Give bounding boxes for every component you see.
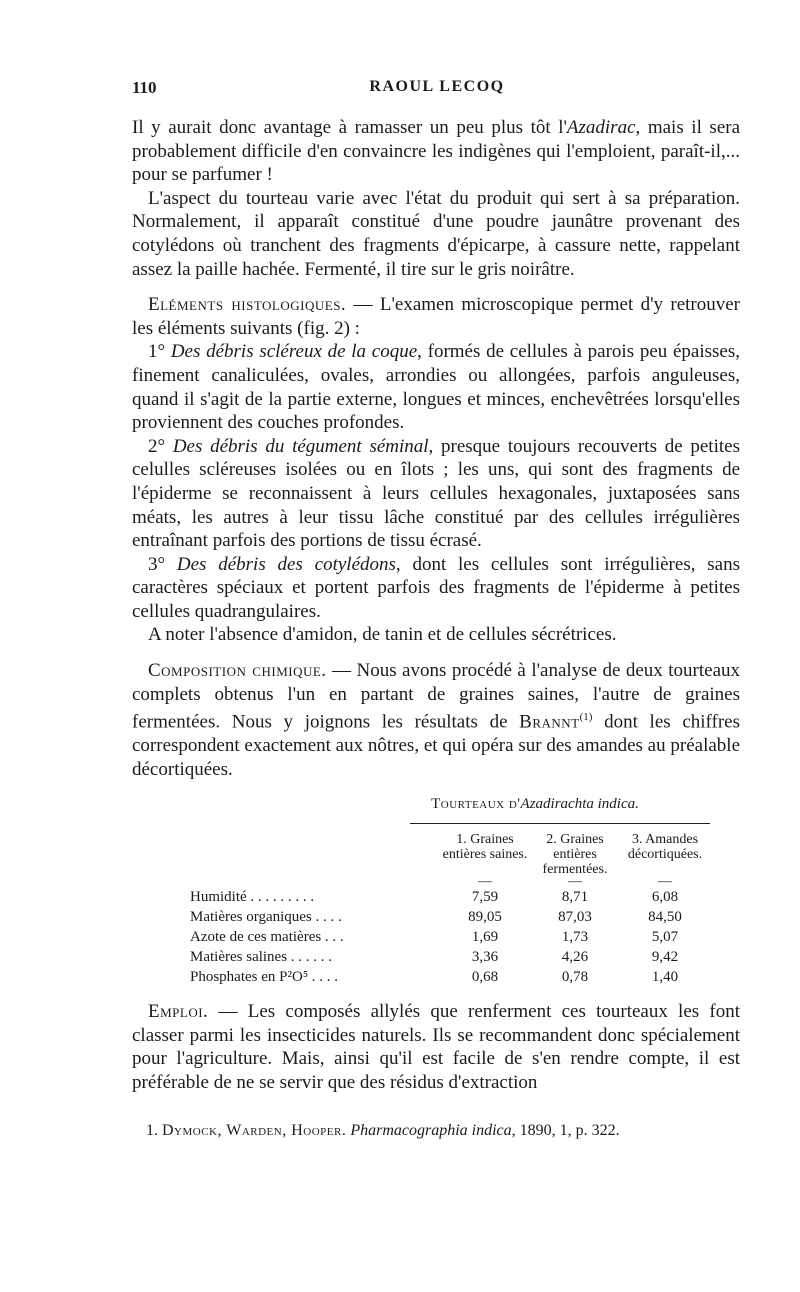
header-empty xyxy=(190,830,440,877)
cell-value: 3,36 xyxy=(471,949,499,965)
dash-mark: — xyxy=(568,874,582,889)
dash-mark: — xyxy=(478,874,492,889)
caption-text: Tourteaux d' xyxy=(431,796,521,812)
row-label: Phosphates en P²O⁵ . . . . xyxy=(190,969,339,985)
dash-empty xyxy=(190,877,440,887)
cell-value: 89,05 xyxy=(468,909,502,925)
cell-value: 87,03 xyxy=(558,909,592,925)
table-row xyxy=(190,927,710,947)
cell-value: 1,40 xyxy=(651,969,679,985)
analysis-table xyxy=(190,796,710,987)
column-header: 2. Graines entières fermentées. xyxy=(542,832,608,877)
caption-species: Azadirachta indica. xyxy=(520,796,639,812)
table-header-row xyxy=(190,830,710,877)
row-label: Azote de ces matières . . . xyxy=(190,929,344,945)
text-span: , formés de cellules à parois peu épaisses, finement canaliculées, ovales, arrondies ou allongées, parfois anguleuses, quand il s'agit de la partie externe, longues et minces, enchevêtrées lorsqu'elles proviennent des couches profondes. xyxy=(132,341,740,434)
italic-term: Azadirac xyxy=(566,117,636,138)
page-number: 110 xyxy=(132,78,157,97)
main-text xyxy=(132,116,740,781)
cell-value: 1,69 xyxy=(471,929,499,945)
row-label: Matières salines . . . . . . xyxy=(190,949,333,965)
italic-term: Des débris des cotylédons xyxy=(176,553,396,575)
text-span: , dont les cellules sont irrégulières, sans caractères spéciaux et portent parfois des fragments de l'épiderme à petites cellules quadrangulaires. xyxy=(132,553,740,622)
text-span: — Nous avons procédé à l'analyse de deux tourteaux complets obtenus l'un en partant de graines saines, l'autre de graines fermentées. Nous y joignons les résultats de xyxy=(132,660,741,733)
column-header: 3. Amandes décortiquées. xyxy=(627,832,703,862)
paragraph-emploi xyxy=(132,1000,740,1094)
cell-value: 0,78 xyxy=(561,969,589,985)
paragraph-histology xyxy=(132,293,740,340)
footnote-authors: Dymock, Warden, Hooper. xyxy=(162,1122,347,1139)
footnote-ref: (1) xyxy=(579,711,593,724)
item-number: 3° xyxy=(148,553,177,575)
running-head: RAOUL LECOQ xyxy=(369,78,505,95)
cell-value: 6,08 xyxy=(651,889,679,905)
item-number: 2° xyxy=(148,435,173,457)
footnote-title: Pharmacographia indica xyxy=(346,1122,512,1139)
text-span: Il y aurait donc avantage à ramasser un peu plus tôt l' xyxy=(132,117,567,138)
footnote-number: 1. xyxy=(146,1122,162,1139)
cell-value: 7,59 xyxy=(471,889,499,905)
section-heading: Composition chimique. xyxy=(148,660,327,682)
paragraph-composition xyxy=(132,659,740,781)
cell-value: 4,26 xyxy=(561,949,589,965)
table-row xyxy=(190,887,710,907)
author-name: Brannt xyxy=(519,711,580,733)
table-row xyxy=(190,907,710,927)
column-header: 1. Graines entières saines. xyxy=(442,832,528,862)
paragraph: A noter l'absence d'amidon, de tanin et de cellules sécrétrices. xyxy=(148,624,617,646)
table-row xyxy=(190,967,710,987)
item-number: 1° xyxy=(148,341,171,363)
row-label: Humidité . . . . . . . . . xyxy=(190,889,315,905)
dash-row xyxy=(190,877,710,887)
text-span: , presque toujours recouverts de petites celulles scléreuses isolées ou en îlots ; les uns, qui sont des fragments de l'épiderme se reconnaissent à leurs cellules hexagonales, juxtaposées sans méats, les autres à leur tissu lâche constitué par des cellules irrégulières entraînant parfois des portions de tissu écrasé. xyxy=(132,435,740,552)
text-span: — L'examen microscopique permet d'y retrouver les éléments suivants (fig. 2) : xyxy=(132,294,741,339)
text-span: dont les chiffres correspondent exactement aux nôtres, et qui opéra sur des amandes au préalable décortiquées. xyxy=(132,711,741,780)
section-heading: Emploi. xyxy=(148,1001,209,1022)
list-item xyxy=(132,435,740,553)
cell-value: 5,07 xyxy=(651,929,679,945)
paragraph: L'aspect du tourteau varie avec l'état du produit qui sert à sa préparation. Normalement, il apparaît constitué d'une poudre jaunâtre provenant des cotylédons où tranchent des fragments d'épicarpe, à cassure nette, rappelant assez la paille hachée. Fermenté, il tire sur le gris noirâtre. xyxy=(132,187,740,280)
emploi-section xyxy=(132,1000,740,1094)
list-item xyxy=(132,340,740,434)
cell-value: 9,42 xyxy=(651,949,679,965)
page-header xyxy=(132,78,742,102)
cell-value: 8,71 xyxy=(561,889,589,905)
text-span: , mais il sera probablement difficile d'en convaincre les indigènes qui l'emploient, paraît-il,... pour se parfumer ! xyxy=(132,117,741,186)
footnote-details: , 1890, 1, p. 322. xyxy=(511,1122,620,1139)
cell-value: 84,50 xyxy=(648,909,682,925)
cell-value: 1,73 xyxy=(561,929,589,945)
text-span: — Les composés allylés que renferment ces tourteaux les font classer parmi les insecticides naturels. Ils se recommandent donc spécialement pour l'agriculture. Mais, ainsi qu'il est facile de s'en rendre compte, il est préférable de ne se servir que des résidus d'extraction xyxy=(132,1001,740,1093)
section-heading: Eléments histologiques. xyxy=(148,294,347,316)
table-rule xyxy=(410,823,710,824)
row-label: Matières organiques . . . . xyxy=(190,909,342,925)
italic-term: Des débris scléreux de la coque xyxy=(170,341,418,363)
data-table xyxy=(190,830,710,987)
italic-term: Des débris du tégument séminal xyxy=(172,435,429,457)
table-row xyxy=(190,947,710,967)
dash-mark: — xyxy=(658,874,672,889)
cell-value: 0,68 xyxy=(471,969,499,985)
paragraph xyxy=(132,116,740,187)
list-item xyxy=(132,553,740,624)
table-caption xyxy=(360,796,710,813)
footnote xyxy=(146,1122,740,1140)
